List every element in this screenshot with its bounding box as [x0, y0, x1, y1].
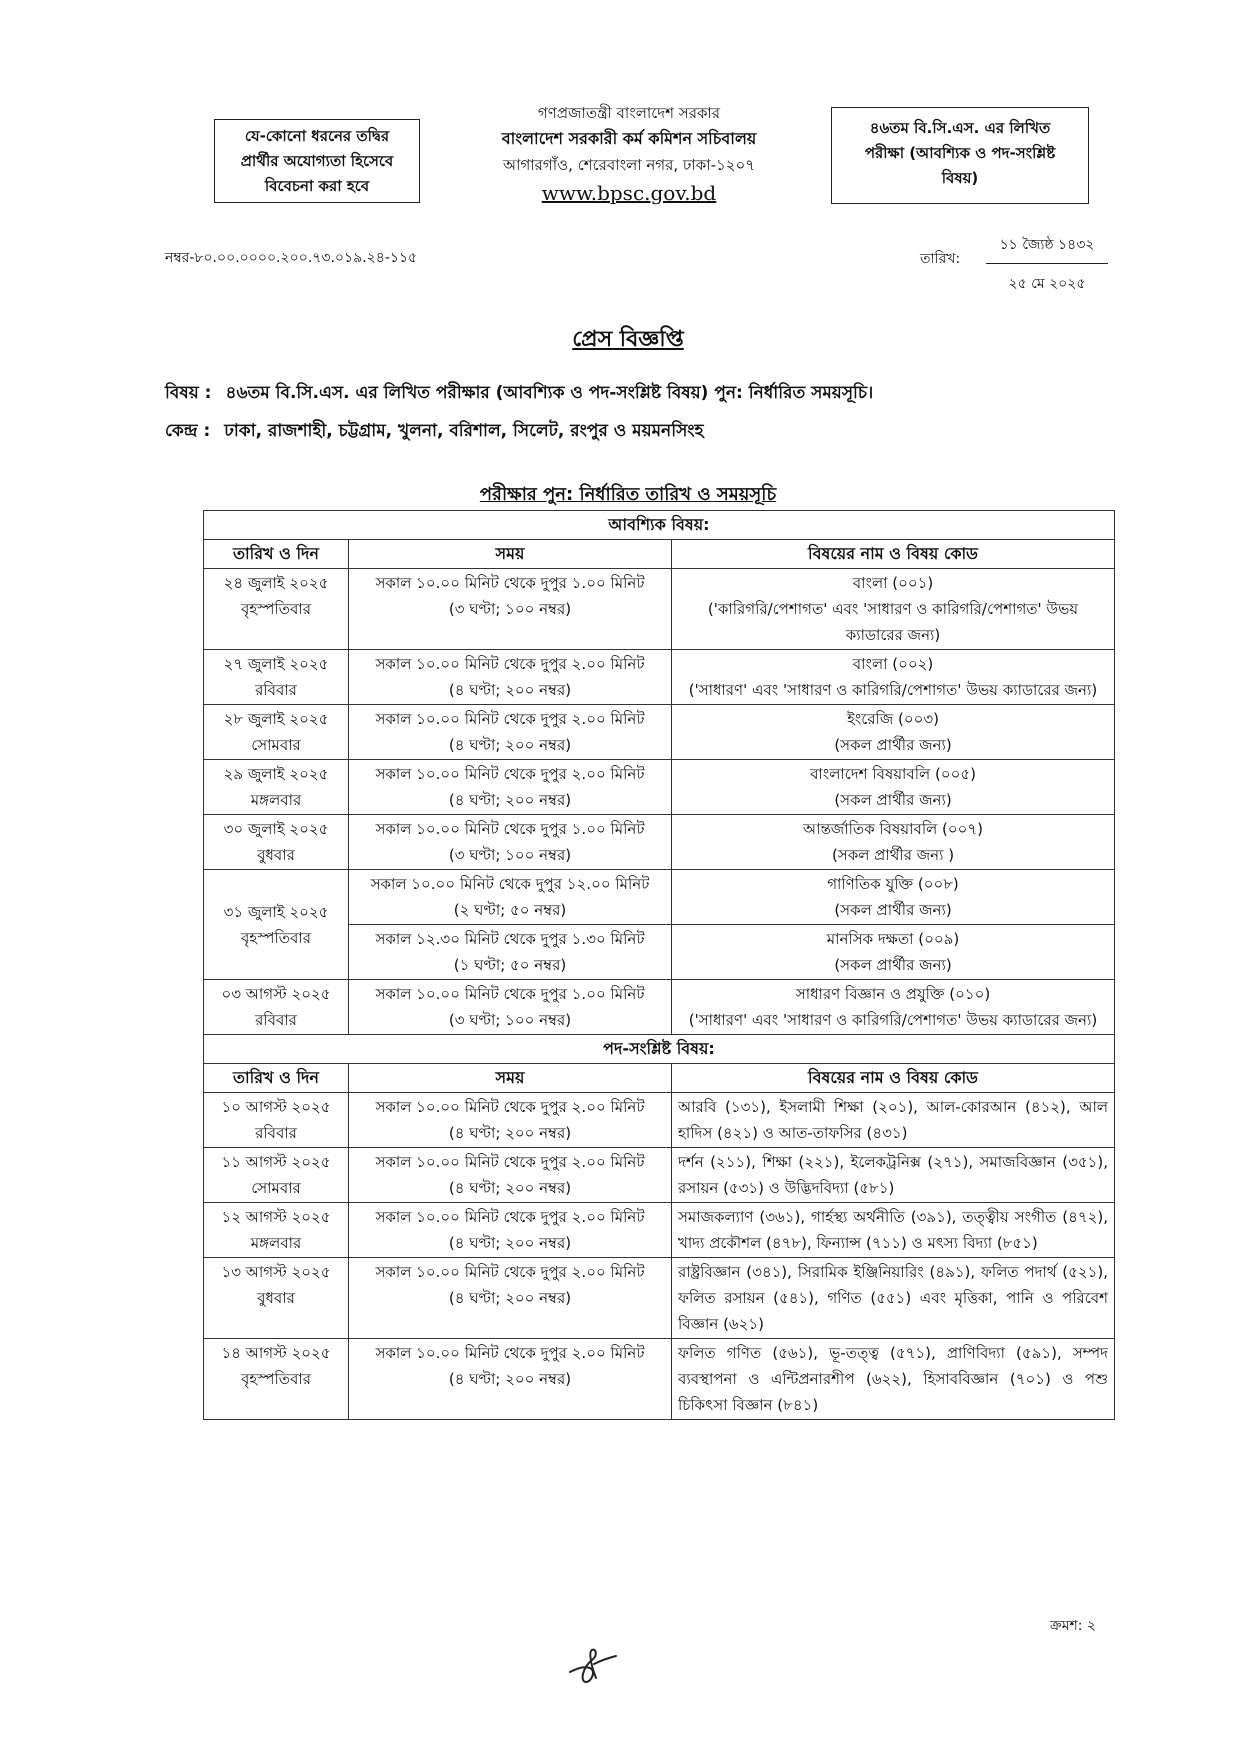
exam-time: সকাল ১০.০০ মিনিট থেকে দুপুর ২.০০ মিনিট	[375, 655, 645, 673]
subject-name: ইংরেজি (০০৩)	[847, 710, 939, 728]
exam-day: সোমবার	[251, 1179, 301, 1197]
table-row	[204, 870, 1115, 925]
exam-day: রবিবার	[255, 1011, 297, 1029]
table-row	[204, 650, 1115, 705]
exam-duration: (৪ ঘণ্টা; ২০০ নম্বর)	[448, 1289, 572, 1307]
exam-title-line: ৪৬তম বি.সি.এস. এর লিখিত	[869, 119, 1051, 137]
subject-list: ফলিত গণিত (৫৬১), ভূ-তত্ত্ব (৫৭১), প্রাণিবিদ্যা (৫৯১), সম্পদ ব্যবস্থাপনা ও এন্টিপ্রনারশীপ (৬২২), হিসাববিজ্ঞান (৭০১) ও পশু চিকিৎসা বিজ্ঞান (৮৪১)	[672, 1339, 1115, 1420]
exam-duration: (৪ ঘণ্টা; ২০০ নম্বর)	[448, 1234, 572, 1252]
govt-name: গণপ্রজাতন্ত্রী বাংলাদেশ সরকার	[537, 104, 721, 122]
date-cell	[204, 1093, 349, 1148]
exam-day: সোমবার	[251, 736, 301, 754]
subject-name: বাংলা (০০২)	[852, 655, 934, 673]
table-row	[204, 705, 1115, 760]
time-cell	[349, 980, 672, 1035]
time-cell	[349, 1093, 672, 1148]
date-cell	[204, 569, 349, 650]
time-cell	[349, 815, 672, 870]
subject-note: (সকল প্রার্থীর জন্য)	[834, 736, 952, 754]
schedule-body	[204, 511, 1115, 1420]
column-header-row	[204, 1064, 1115, 1093]
subject-text: ৪৬তম বি.সি.এস. এর লিখিত পরীক্ষার (আবশ্যিক ও পদ-সংশ্লিষ্ট বিষয়) পুন: নির্ধারিত সময়সূচি।	[225, 383, 874, 403]
exam-title-box	[831, 107, 1089, 204]
warning-box	[214, 119, 420, 203]
exam-title-line: বিষয়)	[941, 169, 979, 187]
exam-date: ১২ আগস্ট ২০২৫	[221, 1208, 331, 1226]
date-cell	[204, 870, 349, 980]
exam-duration: (৪ ঘণ্টা; ২০০ নম্বর)	[448, 1370, 572, 1388]
signature-icon	[562, 1638, 622, 1694]
exam-day: বৃহস্পতিবার	[241, 928, 311, 947]
time-cell	[349, 650, 672, 705]
subject-note: (সকল প্রার্থীর জন্য)	[834, 901, 952, 919]
exam-duration: (৪ ঘণ্টা; ২০০ নম্বর)	[448, 681, 572, 699]
subject-name: বাংলাদেশ বিষয়াবলি (০০৫)	[810, 765, 976, 783]
exam-day: বুধবার	[257, 846, 295, 864]
exam-day: মঙ্গলবার	[250, 1234, 302, 1252]
continued-marker: ক্রমশ: ২	[1050, 1618, 1097, 1634]
exam-date: ১৪ আগস্ট ২০২৫	[221, 1344, 331, 1362]
subject-note: (সকল প্রার্থীর জন্য)	[834, 791, 952, 809]
date-cell	[204, 815, 349, 870]
subject-cell	[672, 815, 1115, 870]
subject-label: বিষয় :	[165, 383, 212, 403]
exam-day: বৃহস্পতিবার	[241, 600, 311, 618]
center-list: ঢাকা, রাজশাহী, চট্টগ্রাম, খুলনা, বরিশাল, সিলেট, রংপুর ও ময়মনসিংহ	[224, 421, 704, 441]
section-header-row	[204, 1035, 1115, 1064]
subject-list: রাষ্ট্রবিজ্ঞান (৩৪১), সিরামিক ইঞ্জিনিয়ারিং (৪৯১), ফলিত পদার্থ (৫২১), ফলিত রসায়ন (৫৪১), গণিত (৫৫১) এবং মৃত্তিকা, পানি ও পরিবেশ বিজ্ঞান (৬২১)	[672, 1258, 1115, 1339]
table-row	[204, 1258, 1115, 1339]
subject-list: আরবি (১৩১), ইসলামী শিক্ষা (২০১), আল-কোরআন (৪১২), আল হাদিস (৪২১) ও আত-তাফসির (৪৩১)	[672, 1093, 1115, 1148]
exam-duration: (৪ ঘণ্টা; ২০০ নম্বর)	[448, 791, 572, 809]
col-header-date: তারিখ ও দিন	[204, 1064, 349, 1093]
date-cell	[204, 980, 349, 1035]
subject-note: ('কারিগরি/পেশাগত' এবং 'সাধারণ ও কারিগরি/পেশাগত' উভয় ক্যাডারের জন্য)	[707, 600, 1079, 644]
warning-line: যে-কোনো ধরনের তদ্বির	[244, 127, 390, 145]
date-cell	[204, 760, 349, 815]
col-header-subject: বিষয়ের নাম ও বিষয় কোড	[672, 1064, 1115, 1093]
date-cell	[204, 705, 349, 760]
date-label: তারিখ:	[920, 251, 961, 267]
date-cell	[204, 1148, 349, 1203]
section-header-row	[204, 511, 1115, 540]
exam-duration: (৪ ঘণ্টা; ২০০ নম্বর)	[448, 1124, 572, 1142]
table-row	[204, 1339, 1115, 1420]
time-cell	[349, 760, 672, 815]
subject-list: সমাজকল্যাণ (৩৬১), গার্হস্থ্য অর্থনীতি (৩৯১), তত্ত্বীয় সংগীত (৪৭২), খাদ্য প্রকৌশল (৪৭৮), ফিন্যান্স (৭১১) ও মৎস্য বিদ্যা (৮৫১)	[672, 1203, 1115, 1258]
exam-title-line: পরীক্ষা (আবশ্যিক ও পদ-সংশ্লিষ্ট	[864, 144, 1056, 162]
schedule-table	[203, 510, 1115, 1420]
exam-duration: (১ ঘণ্টা; ৫০ নম্বর)	[453, 956, 567, 974]
exam-date: ২৭ জুলাই ২০২৫	[223, 655, 329, 673]
subject-note: (সকল প্রার্থীর জন্য )	[831, 846, 955, 864]
exam-duration: (৪ ঘণ্টা; ২০০ নম্বর)	[448, 1179, 572, 1197]
exam-date: ২৪ জুলাই ২০২৫	[223, 574, 329, 592]
table-row	[204, 760, 1115, 815]
exam-date: ২৮ জুলাই ২০২৫	[223, 710, 329, 728]
subject-cell	[672, 705, 1115, 760]
col-header-date: তারিখ ও দিন	[204, 540, 349, 569]
col-header-time: সময়	[349, 1064, 672, 1093]
exam-date: ১১ আগস্ট ২০২৫	[221, 1153, 331, 1171]
subject-cell	[672, 569, 1115, 650]
exam-time: সকাল ১০.০০ মিনিট থেকে দুপুর ২.০০ মিনিট	[375, 1208, 645, 1226]
table-row	[204, 1203, 1115, 1258]
exam-time: সকাল ১০.০০ মিনিট থেকে দুপুর ১.০০ মিনিট	[375, 820, 645, 838]
date-block	[986, 233, 1108, 296]
subject-name: আন্তর্জাতিক বিষয়াবলি (০০৭)	[802, 820, 984, 838]
subject-note: ('সাধারণ' এবং 'সাধারণ ও কারিগরি/পেশাগত' উভয় ক্যাডারের জন্য)	[688, 681, 1098, 699]
subject-cell	[672, 650, 1115, 705]
date-cell	[204, 1339, 349, 1420]
section-title: আবশ্যিক বিষয়:	[204, 511, 1115, 540]
letterhead	[430, 100, 828, 208]
time-cell	[349, 925, 672, 980]
subject-name: বাংলা (০০১)	[852, 574, 934, 592]
subject-note: ('সাধারণ' এবং 'সাধারণ ও কারিগরি/পেশাগত' উভয় ক্যাডারের জন্য)	[688, 1011, 1098, 1029]
subject-note: (সকল প্রার্থীর জন্য)	[834, 956, 952, 974]
exam-day: রবিবার	[255, 681, 297, 699]
memo-number: নম্বর-৮০.০০.০০০০.২০০.৭৩.০১৯.২৪-১১৫	[165, 250, 418, 266]
subject-list: দর্শন (২১১), শিক্ষা (২২১), ইলেকট্রনিক্স (২৭১), সমাজবিজ্ঞান (৩৫১), রসায়ন (৫৩১) ও উদ্ভিদবিদ্যা (৫৮১)	[672, 1148, 1115, 1203]
exam-day: রবিবার	[255, 1124, 297, 1142]
date-gregorian: ২৫ মে ২০২৫	[1008, 276, 1086, 292]
col-header-subject: বিষয়ের নাম ও বিষয় কোড	[672, 540, 1115, 569]
exam-date: ১০ আগস্ট ২০২৫	[221, 1098, 331, 1116]
exam-day: বৃহস্পতিবার	[241, 1370, 311, 1388]
website-link[interactable]: www.bpsc.gov.bd	[541, 181, 717, 205]
subject-name: সাধারণ বিজ্ঞান ও প্রযুক্তি (০১০)	[795, 985, 991, 1003]
exam-duration: (৩ ঘণ্টা; ১০০ নম্বর)	[448, 600, 572, 618]
exam-date: ০৩ আগস্ট ২০২৫	[221, 985, 331, 1003]
subject-cell	[672, 980, 1115, 1035]
table-row	[204, 980, 1115, 1035]
exam-time: সকাল ১০.০০ মিনিট থেকে দুপুর ১.০০ মিনিট	[375, 574, 645, 592]
date-cell	[204, 650, 349, 705]
exam-time: সকাল ১০.০০ মিনিট থেকে দুপুর ১২.০০ মিনিট	[370, 875, 650, 893]
exam-time: সকাল ১০.০০ মিনিট থেকে দুপুর ২.০০ মিনিট	[375, 1098, 645, 1116]
date-cell	[204, 1258, 349, 1339]
table-row	[204, 1093, 1115, 1148]
exam-time: সকাল ১০.০০ মিনিট থেকে দুপুর ২.০০ মিনিট	[375, 710, 645, 728]
table-title: পরীক্ষার পুন: নির্ধারিত তারিখ ও সময়সূচি	[479, 484, 777, 505]
exam-date: ২৯ জুলাই ২০২৫	[223, 765, 329, 783]
table-row	[204, 815, 1115, 870]
subject-cell	[672, 760, 1115, 815]
exam-duration: (৪ ঘণ্টা; ২০০ নম্বর)	[448, 736, 572, 754]
exam-time: সকাল ১২.৩০ মিনিট থেকে দুপুর ১.৩০ মিনিট	[375, 930, 645, 948]
exam-day: বুধবার	[257, 1289, 295, 1307]
exam-day: মঙ্গলবার	[250, 791, 302, 809]
exam-time: সকাল ১০.০০ মিনিট থেকে দুপুর ২.০০ মিনিট	[375, 1344, 645, 1362]
time-cell	[349, 1258, 672, 1339]
table-row	[204, 569, 1115, 650]
exam-duration: (২ ঘণ্টা; ৫০ নম্বর)	[453, 901, 567, 919]
column-header-row	[204, 540, 1115, 569]
time-cell	[349, 705, 672, 760]
office-address: আগারগাঁও, শেরেবাংলা নগর, ঢাকা-১২০৭	[502, 156, 756, 174]
exam-date: ৩০ জুলাই ২০২৫	[223, 820, 329, 838]
time-cell	[349, 1339, 672, 1420]
warning-line: বিবেচনা করা হবে	[264, 177, 370, 195]
subject-line	[165, 380, 873, 408]
exam-time: সকাল ১০.০০ মিনিট থেকে দুপুর ২.০০ মিনিট	[375, 765, 645, 783]
exam-time: সকাল ১০.০০ মিনিট থেকে দুপুর ২.০০ মিনিট	[375, 1153, 645, 1171]
exam-date: ১৩ আগস্ট ২০২৫	[221, 1263, 331, 1281]
date-bengali: ১১ জ্যৈষ্ঠ ১৪৩২	[986, 233, 1108, 264]
subject-name: মানসিক দক্ষতা (০০৯)	[826, 930, 960, 948]
office-name: বাংলাদেশ সরকারী কর্ম কমিশন সচিবালয়	[501, 129, 757, 148]
date-cell	[204, 1203, 349, 1258]
table-row	[204, 1148, 1115, 1203]
col-header-time: সময়	[349, 540, 672, 569]
exam-time: সকাল ১০.০০ মিনিট থেকে দুপুর ২.০০ মিনিট	[375, 1263, 645, 1281]
exam-time: সকাল ১০.০০ মিনিট থেকে দুপুর ১.০০ মিনিট	[375, 985, 645, 1003]
time-cell	[349, 569, 672, 650]
exam-duration: (৩ ঘণ্টা; ১০০ নম্বর)	[448, 846, 572, 864]
time-cell	[349, 1203, 672, 1258]
warning-line: প্রার্থীর অযোগ্যতা হিসেবে	[240, 152, 394, 170]
subject-cell	[672, 870, 1115, 925]
center-line	[165, 418, 704, 446]
exam-date: ৩১ জুলাই ২০২৫	[223, 902, 329, 921]
exam-duration: (৩ ঘণ্টা; ১০০ নম্বর)	[448, 1011, 572, 1029]
subject-cell	[672, 925, 1115, 980]
center-label: কেন্দ্র :	[165, 421, 211, 441]
press-release-title: প্রেস বিজ্ঞপ্তি	[572, 327, 684, 352]
time-cell	[349, 870, 672, 925]
section-title: পদ-সংশ্লিষ্ট বিষয়:	[204, 1035, 1115, 1064]
time-cell	[349, 1148, 672, 1203]
subject-name: গাণিতিক যুক্তি (০০৮)	[827, 875, 959, 893]
